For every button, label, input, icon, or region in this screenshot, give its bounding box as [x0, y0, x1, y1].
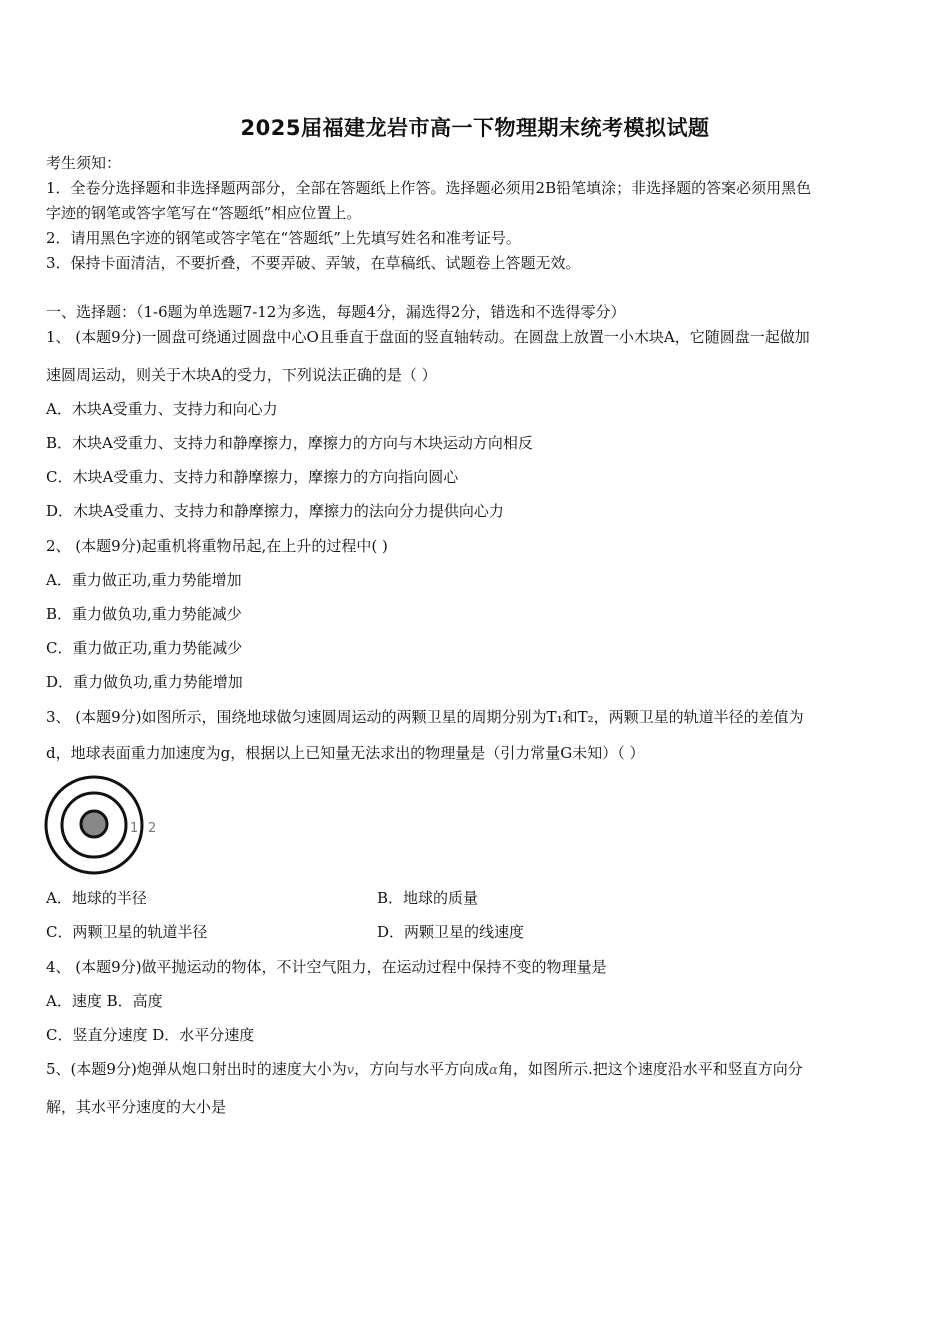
- q1-option-a: A．木块A受重力、支持力和向心力: [46, 400, 278, 418]
- q1-option-d: D．木块A受重力、支持力和静摩擦力，摩擦力的法向分力提供向心力: [46, 502, 504, 520]
- q5-stem-line1: [46, 1058, 908, 1079]
- q2-option-b: B．重力做负功,重力势能减少: [46, 605, 242, 623]
- q2-option-d: D．重力做负功,重力势能增加: [46, 673, 243, 691]
- q4-options-cd: C．竖直分速度 D．水平分速度: [46, 1026, 255, 1044]
- q4-stem: 4、 (本题9分)做平抛运动的物体，不计空气阻力，在运动过程中保持不变的物理量是: [46, 958, 607, 976]
- q5-text-c: 角，如图所示.把这个速度沿水平和竖直方向分: [497, 1060, 803, 1078]
- q1-stem-line2: 速圆周运动，则关于木块A的受力，下列说法正确的是（ ）: [46, 366, 437, 384]
- page-title: 2025届福建龙岩市高一下物理期末统考模拟试题: [240, 116, 710, 140]
- q3-option-d: D．两颗卫星的线速度: [377, 923, 525, 941]
- q1-option-c: C．木块A受重力、支持力和静摩擦力，摩擦力的方向指向圆心: [46, 468, 459, 486]
- orbit-label-2: 2: [148, 821, 157, 836]
- notice-heading: 考生须知：: [46, 154, 122, 172]
- velocity-symbol: v: [346, 1063, 355, 1078]
- satellite-orbit-diagram: [44, 775, 164, 875]
- q5-text-b: ，方向与水平方向成: [354, 1060, 490, 1078]
- q1-stem-line1: 1、 (本题9分)一圆盘可绕通过圆盘中心O且垂直于盘面的竖直轴转动。在圆盘上放置一小木块A，它随圆盘一起做加: [46, 328, 810, 346]
- notice-item: 字迹的钢笔或答字笔写在“答题纸”相应位置上。: [46, 204, 362, 222]
- q5-stem-line2: 解，其水平分速度的大小是: [46, 1098, 227, 1116]
- notice-item: 1．全卷分选择题和非选择题两部分，全部在答题纸上作答。选择题必须用2B铅笔填涂；非选择题的答案必须用黑色: [46, 179, 812, 197]
- q4-options-ab: A．速度 B．高度: [46, 992, 163, 1010]
- q3-stem-line2: d，地球表面重力加速度为g，根据以上已知量无法求出的物理量是（引力常量G未知）（ ）: [46, 744, 645, 762]
- orbit-label-1: 1: [130, 821, 139, 836]
- earth-icon: [81, 811, 107, 837]
- q3-option-a: A．地球的半径: [46, 889, 147, 907]
- q3-option-b: B．地球的质量: [377, 889, 479, 907]
- q3-option-c: C．两颗卫星的轨道半径: [46, 923, 208, 941]
- q2-option-c: C．重力做正功,重力势能减少: [46, 639, 243, 657]
- q2-stem: 2、 (本题9分)起重机将重物吊起,在上升的过程中( ): [46, 537, 388, 555]
- notice-item: 3．保持卡面清洁，不要折叠，不要弄破、弄皱，在草稿纸、试题卷上答题无效。: [46, 254, 581, 272]
- alpha-symbol: α: [489, 1063, 498, 1078]
- section-heading: 一、选择题：（1-6题为单选题7-12为多选，每题4分，漏选得2分，错选和不选得零分）: [46, 303, 626, 321]
- q2-option-a: A．重力做正功,重力势能增加: [46, 571, 242, 589]
- q5-text-a: 5、(本题9分)炮弹从炮口射出时的速度大小为: [46, 1060, 347, 1078]
- q1-option-b: B．木块A受重力、支持力和静摩擦力，摩擦力的方向与木块运动方向相反: [46, 434, 533, 452]
- notice-item: 2．请用黑色字迹的钢笔或答字笔在“答题纸”上先填写姓名和准考证号。: [46, 229, 521, 247]
- q3-stem-line1: 3、 (本题9分)如图所示，围绕地球做匀速圆周运动的两颗卫星的周期分别为T₁和T₂，两颗卫星的轨道半径的差值为: [46, 708, 804, 726]
